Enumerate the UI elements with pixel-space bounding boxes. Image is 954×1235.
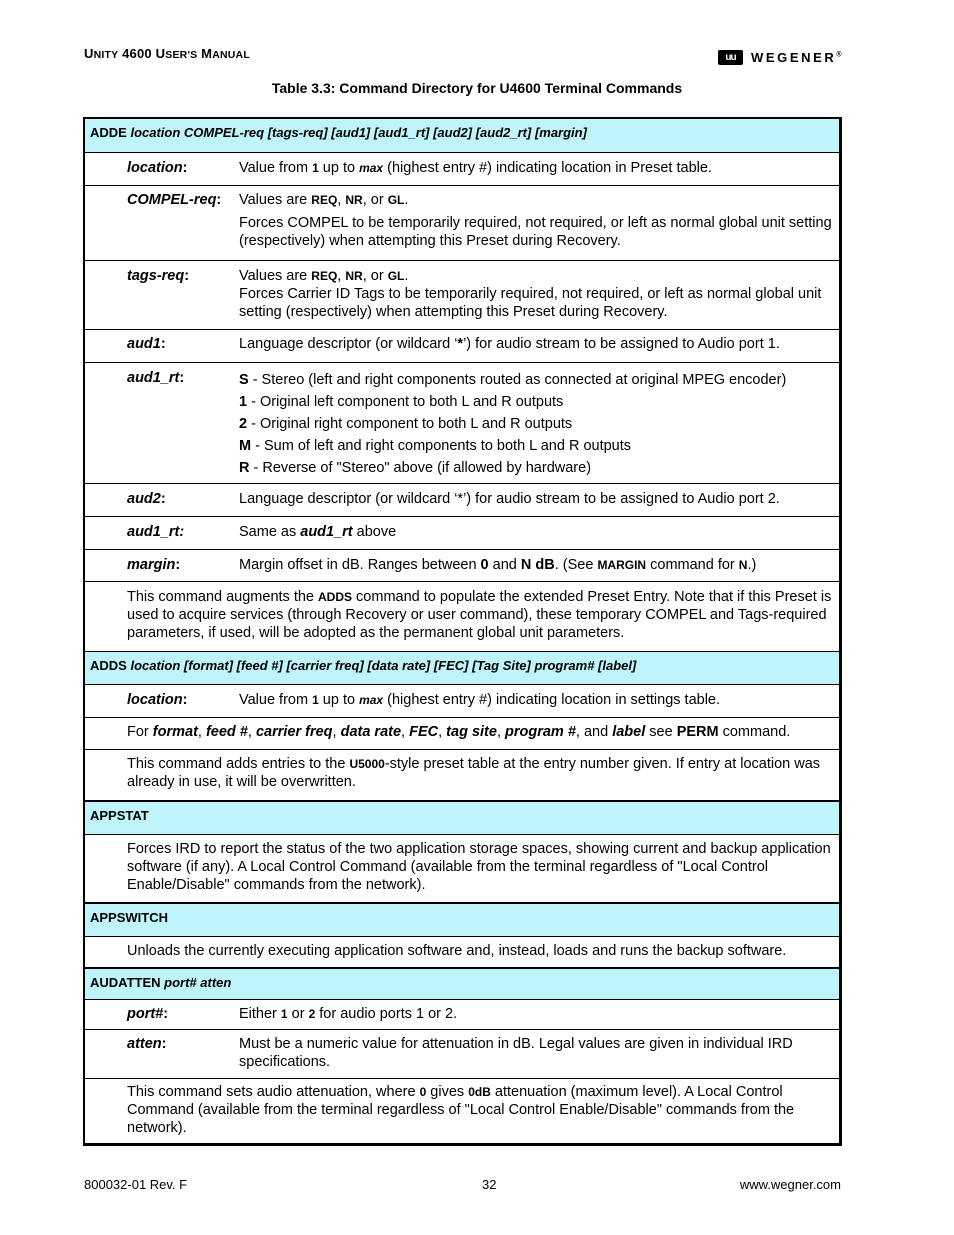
param-label: tags-req xyxy=(127,268,185,284)
param-label: atten xyxy=(127,1036,162,1052)
param-row: aud1_rt: Same as aud1_rt above xyxy=(85,517,839,550)
param-row: port#: Either 1 or 2 for audio ports 1 or 2. xyxy=(85,1000,839,1030)
command-note: This command augments the ADDS command to populate the extended Preset Entry. Note that if this Preset is used to acquire services (through Recovery or user command), these temporary COMPEL and Tags-required parameters, if used, will be adopted as the permanent global unit parameters. xyxy=(85,582,839,652)
param-row: COMPEL-req: Values are REQ, NR, or GL. Forces COMPEL to be temporarily required, not required, or left as normal global unit setting (respectively) when attempting this Preset during Recovery. xyxy=(85,186,839,261)
param-row: margin: Margin offset in dB. Ranges between 0 and N dB. (See MARGIN command for N.) xyxy=(85,550,839,582)
table-caption: Table 3.3: Command Directory for U4600 Terminal Commands xyxy=(271,80,683,96)
logo-mark-icon: uu xyxy=(718,50,743,65)
param-desc: Values are REQ, NR, or GL. Forces Carrier ID Tags to be temporarily required, not required, or left as normal global unit setting (respectively) when attempting this Preset during Recovery. xyxy=(239,268,822,320)
param-row: location: Value from 1 up to max (highest entry #) indicating location in Preset table. xyxy=(85,153,839,186)
page-number: 32 xyxy=(482,1177,497,1192)
command-name: APPSTAT xyxy=(90,808,149,823)
command-name: ADDS xyxy=(90,658,127,673)
param-label: aud1 xyxy=(127,336,161,352)
param-desc: S - Stereo (left and right components routed as connected at original MPEG encoder) 1 - Original left component to both L and R outputs 2 - Original right component to both L and R outputs M - Sum of left and right components to both L and R outputs R - Reverse of "Stereo" above (if allowed by hardware) xyxy=(239,372,787,476)
command-name: ADDE xyxy=(90,125,127,140)
brand-name: WEGENER xyxy=(751,50,837,65)
command-header-appswitch xyxy=(85,904,839,937)
param-label: location xyxy=(127,160,183,176)
command-header-appstat xyxy=(85,802,839,835)
param-desc: Value from 1 up to max (highest entry #) indicating location in Preset table. xyxy=(239,160,712,176)
command-header-audatten xyxy=(85,969,839,1000)
command-args: location COMPEL-req [tags-req] [aud1] [aud1_rt] [aud2] [aud2_rt] [margin] xyxy=(130,125,587,140)
command-header-adde xyxy=(85,119,839,153)
brand-logo: uu WEGENER® xyxy=(718,50,842,65)
param-label: aud1_rt xyxy=(127,524,180,540)
param-desc: Language descriptor (or wildcard ‘*’) for audio stream to be assigned to Audio port 1. xyxy=(239,336,780,352)
command-note: Forces IRD to report the status of the two application storage spaces, showing current and backup application software (if any). A Local Control Command (available from the terminal regardless of "Local Control Enable/Disable" commands from the network). xyxy=(85,835,839,904)
command-args: location [format] [feed #] [carrier freq] [data rate] [FEC] [Tag Site] program# [label] xyxy=(130,658,637,673)
command-header-adds xyxy=(85,652,839,685)
param-row: atten: Must be a numeric value for attenuation in dB. Legal values are given in individual IRD specifications. xyxy=(85,1030,839,1079)
param-row xyxy=(85,718,839,750)
command-name: AUDATTEN xyxy=(90,975,161,990)
command-table xyxy=(83,117,842,1146)
param-desc: For format, feed #, carrier freq, data rate, FEC, tag site, program #, and label see PERM command. xyxy=(127,724,791,740)
param-desc: Language descriptor (or wildcard ‘*’) for audio stream to be assigned to Audio port 2. xyxy=(239,491,780,507)
param-row: aud1_rt: S - Stereo (left and right components routed as connected at original MPEG encoder) 1 - Original left component to both L and R outputs 2 - Original right component to both L and R outputs M - Sum of left and right components to both L and R outputs R - Reverse of "Stereo" above (if allowed by hardware) xyxy=(85,363,839,484)
param-label: location xyxy=(127,692,183,708)
param-row: tags-req: Values are REQ, NR, or GL. Forces Carrier ID Tags to be temporarily required, not required, or left as normal global unit setting (respectively) when attempting this Preset during Recovery. xyxy=(85,261,839,330)
param-label: aud1_rt xyxy=(127,370,180,386)
command-note: This command adds entries to the U5000-style preset table at the entry number given. If entry at location was already in use, it will be overwritten. xyxy=(85,750,839,802)
param-desc: Margin offset in dB. Ranges between 0 and N dB. (See MARGIN command for N.) xyxy=(239,557,757,573)
command-args: port# atten xyxy=(164,975,232,990)
command-note: Unloads the currently executing application software and, instead, loads and runs the backup software. xyxy=(85,937,839,969)
footer-website: www.wegner.com xyxy=(739,1177,841,1192)
param-label: aud2 xyxy=(127,491,161,507)
param-label: port# xyxy=(127,1006,164,1022)
param-row: aud2: Language descriptor (or wildcard ‘*’) for audio stream to be assigned to Audio port 2. xyxy=(85,484,839,517)
running-header: UNITY 4600 USER'S MANUAL xyxy=(84,46,250,61)
param-desc: Value from 1 up to max (highest entry #) indicating location in settings table. xyxy=(239,692,721,708)
command-name: APPSWITCH xyxy=(90,910,168,925)
param-desc: Either 1 or 2 for audio ports 1 or 2. xyxy=(239,1006,458,1022)
command-note: This command sets audio attenuation, where 0 gives 0dB attenuation (maximum level). A Local Control Command (available from the terminal regardless of "Local Control Enable/Disable" commands from the network). xyxy=(127,1084,795,1136)
param-row: location: Value from 1 up to max (highest entry #) indicating location in settings table. xyxy=(85,685,839,718)
param-desc: Values are REQ, NR, or GL. Forces COMPEL to be temporarily required, not required, or left as normal global unit setting (respectively) when attempting this Preset during Recovery. xyxy=(239,192,832,249)
param-label: margin xyxy=(127,557,176,573)
footer-doc-id: 800032-01 Rev. F xyxy=(84,1177,188,1192)
param-desc: Same as aud1_rt above xyxy=(239,524,397,540)
param-desc: Must be a numeric value for attenuation in dB. Legal values are given in individual IRD specifications. xyxy=(239,1036,793,1070)
param-row: aud1: Language descriptor (or wildcard ‘*’) for audio stream to be assigned to Audio port 1. xyxy=(85,330,839,363)
param-label: COMPEL-req xyxy=(127,192,217,208)
